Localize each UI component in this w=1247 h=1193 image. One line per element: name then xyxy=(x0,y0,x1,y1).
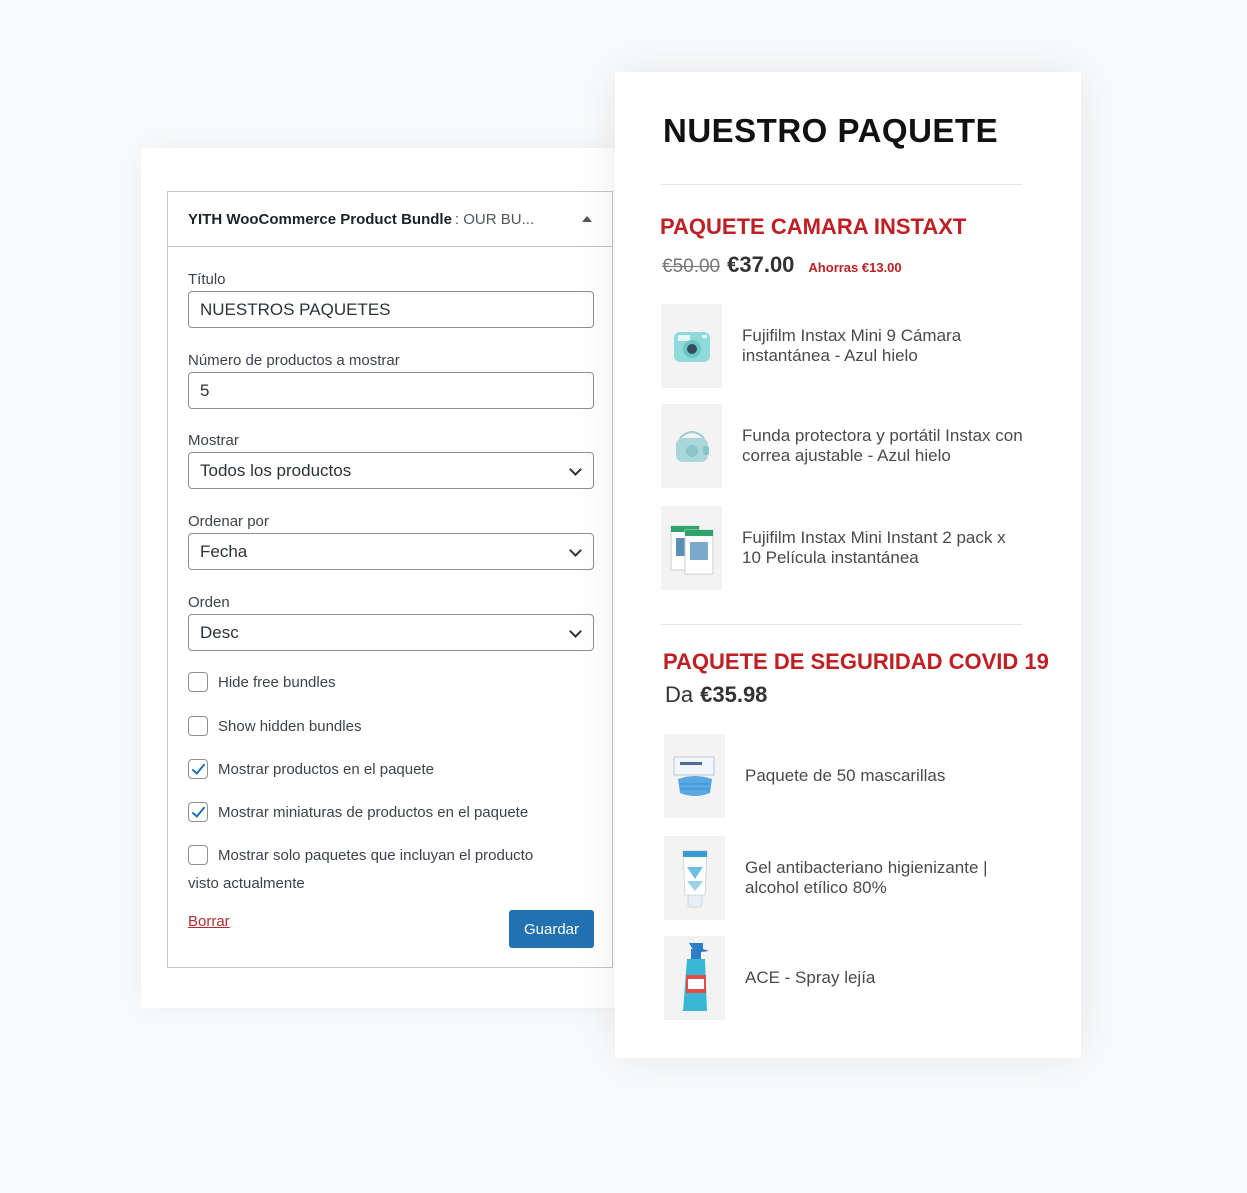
checkbox-row-show-thumbnails[interactable] xyxy=(188,802,594,824)
order-select-value: Desc xyxy=(200,622,239,642)
checkbox-label: Mostrar miniaturas de productos en el paquete xyxy=(218,804,529,821)
bundle-price xyxy=(665,682,781,708)
widget-header[interactable] xyxy=(168,192,612,247)
collapse-arrow-icon[interactable] xyxy=(582,216,592,222)
chevron-down-icon xyxy=(569,544,582,557)
chevron-down-icon xyxy=(569,625,582,638)
orderby-select-value: Fecha xyxy=(200,541,248,561)
bundle-item[interactable] xyxy=(664,836,1030,920)
preview-title: NUESTRO PAQUETE xyxy=(663,112,999,149)
gel-tube-icon xyxy=(664,836,725,920)
sale-price: €37.00 xyxy=(727,252,795,277)
item-name: Paquete de 50 mascarillas xyxy=(745,766,946,785)
item-name: Fujifilm Instax Mini Instant 2 pack x 10 Película instantánea xyxy=(742,528,1006,567)
bundle-title[interactable]: PAQUETE DE SEGURIDAD COVID 19 xyxy=(663,649,1049,674)
checkbox-label: Hide free bundles xyxy=(218,674,336,691)
spray-bottle-icon xyxy=(664,936,725,1020)
delete-link[interactable]: Borrar xyxy=(188,913,230,930)
film-pack-icon xyxy=(661,506,722,590)
camera-case-icon xyxy=(661,404,722,488)
checkbox-label-continued: visto actualmente xyxy=(188,875,305,892)
checkbox-label: Mostrar solo paquetes que incluyan el producto xyxy=(218,847,534,864)
bundle-preview-card xyxy=(615,72,1081,1058)
old-price: €50.00 xyxy=(662,256,721,277)
item-name: Funda protectora y portátil Instax con correa ajustable - Azul hielo xyxy=(742,426,1023,465)
item-name: Gel antibacteriano higienizante | alcohol etílico 80% xyxy=(745,858,988,897)
widget-settings-card xyxy=(141,148,631,1008)
show-label: Mostrar xyxy=(188,432,239,449)
bundle-item[interactable] xyxy=(661,304,1027,388)
number-label: Número de productos a mostrar xyxy=(188,352,400,369)
order-select[interactable] xyxy=(188,614,594,651)
checkbox[interactable] xyxy=(188,716,208,736)
bundle-item[interactable] xyxy=(661,506,1027,590)
bundle-item[interactable] xyxy=(664,936,1030,1020)
checkbox-label: Show hidden bundles xyxy=(218,718,362,735)
face-mask-icon xyxy=(664,734,725,818)
camera-icon xyxy=(661,304,722,388)
item-name: Fujifilm Instax Mini 9 Cámara instantánea - Azul hielo xyxy=(742,326,962,365)
widget-box xyxy=(167,191,613,968)
bundle-price xyxy=(662,252,902,278)
savings-note: Ahorras €13.00 xyxy=(808,260,902,275)
item-name: ACE - Spray lejía xyxy=(745,968,876,987)
divider xyxy=(661,624,1022,625)
widget-name: YITH WooCommerce Product Bundle xyxy=(188,210,452,228)
checkbox-row-current-product[interactable] xyxy=(188,845,594,867)
orderby-label: Ordenar por xyxy=(188,513,269,530)
checkbox-row-hide-free[interactable] xyxy=(188,672,594,694)
show-select[interactable] xyxy=(188,452,594,489)
checkbox-checked[interactable] xyxy=(188,802,208,822)
title-input[interactable]: NUESTROS PAQUETES xyxy=(188,291,594,328)
orderby-select[interactable] xyxy=(188,533,594,570)
checkbox[interactable] xyxy=(188,845,208,865)
from-label: Da xyxy=(665,682,694,707)
number-input[interactable]: 5 xyxy=(188,372,594,409)
show-select-value: Todos los productos xyxy=(200,460,352,480)
bundle-item[interactable] xyxy=(664,734,1030,818)
widget-title-suffix: : OUR BU... xyxy=(454,210,535,228)
order-label: Orden xyxy=(188,594,230,611)
checkbox-checked[interactable] xyxy=(188,759,208,779)
sale-price: €35.98 xyxy=(700,682,768,707)
checkbox[interactable] xyxy=(188,672,208,692)
checkbox-row-show-products[interactable] xyxy=(188,759,594,781)
title-label: Título xyxy=(188,271,226,288)
checkbox-row-show-hidden[interactable] xyxy=(188,716,594,738)
bundle-item[interactable] xyxy=(661,404,1027,488)
bundle-title[interactable]: PAQUETE CAMARA INSTAXT xyxy=(660,214,967,239)
divider xyxy=(661,184,1022,185)
chevron-down-icon xyxy=(569,463,582,476)
checkbox-label: Mostrar productos en el paquete xyxy=(218,761,434,778)
save-button[interactable]: Guardar xyxy=(509,910,594,948)
